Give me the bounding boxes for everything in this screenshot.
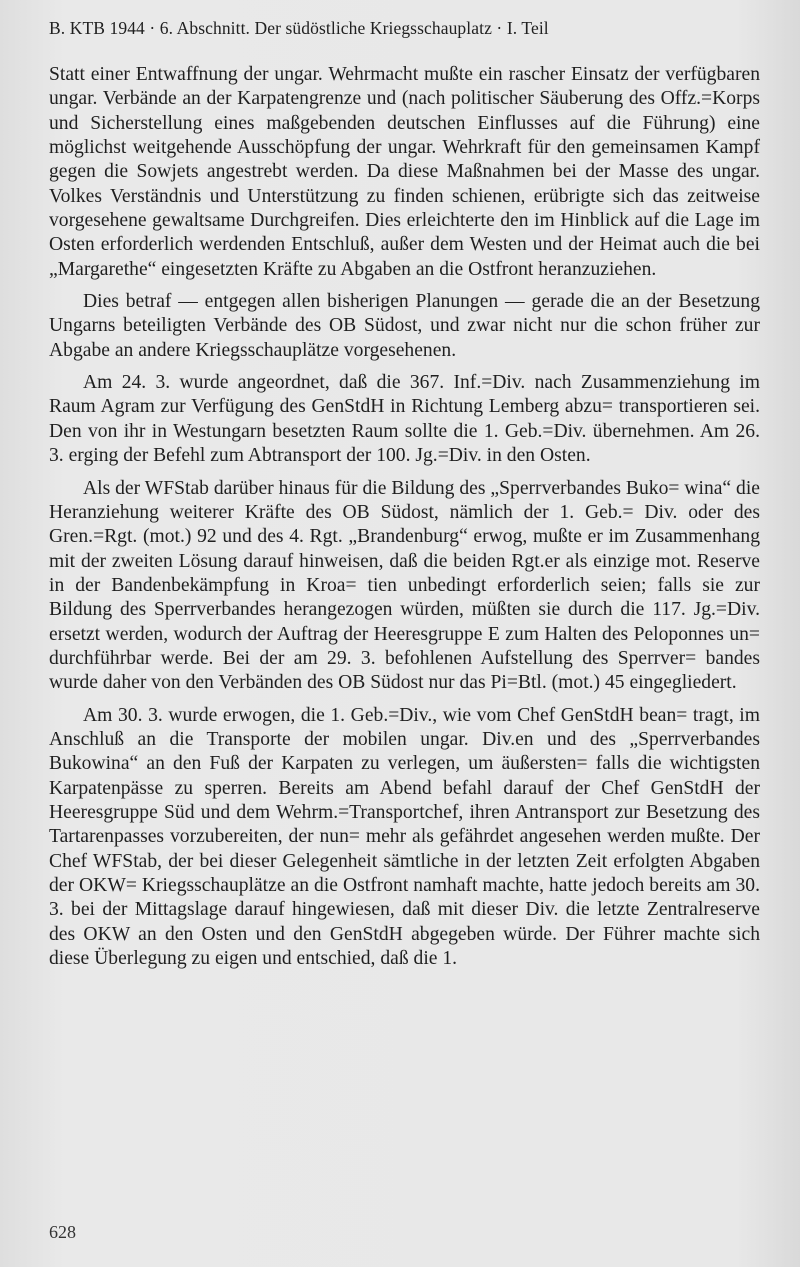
paragraph-3: Am 24. 3. wurde angeordnet, daß die 367. Inf.=Div. nach Zusammenziehung im Raum Agram zur Verfügung des GenStdH in Richtung Lemberg abzu= transportieren sei. Den von ihr in Westungarn besetzten Raum sollte die 1. Geb.=Div. übernehmen. Am 26. 3. erging der Befehl zum Abtransport der 100. Jg.=Div. in den Osten. [49, 372, 760, 467]
page-number: 628 [49, 1222, 76, 1242]
paragraph-5: Am 30. 3. wurde erwogen, die 1. Geb.=Div., wie vom Chef GenStdH bean= tragt, im Anschluß an die Transporte der mobilen ungar. Div.en und des „Sperrverbandes Bukowina“ an den Fuß der Karpaten zu verlegen, um äußersten= falls die wichtigsten Karpatenpässe zu sperren. Bereits am Abend befahl darauf der Chef GenStdH der Heeresgruppe Süd und dem Wehrm.=Transportchef, ihren Antransport zur Besetzung des Tartarenpasses vorzubereiten, der nun= mehr als gefährdet angesehen werden mußte. Der Chef WFStab, der bei dieser Gelegenheit sämtliche in der letzten Zeit erfolgten Abgaben der OKW= Kriegsschauplätze an die Ostfront namhaft machte, hatte jedoch bereits am 30. 3. bei der Mittagslage darauf hingewiesen, daß mit dieser Div. die letzte Zentralreserve des OKW an den Osten und den GenStdH abgegeben würde. Der Führer machte sich diese Überlegung zu eigen und entschied, daß die 1. [49, 704, 760, 970]
paragraph-4: Als der WFStab darüber hinaus für die Bildung des „Sperrverbandes Buko= wina“ die Heranziehung weiterer Kräfte des OB Südost, nämlich der 1. Geb.= Div. oder des Gren.=Rgt. (mot.) 92 und des 4. Rgt. „Brandenburg“ erwog, mußte er im Zusammenhang mit der zweiten Lösung darauf hinweisen, daß die beiden Rgt.er als einzige mot. Reserve in der Bandenbekämpfung in Kroa= tien unbedingt erforderlich seien; falls sie zur Bildung des Sperrverbandes herangezogen würden, müßten sie durch die 117. Jg.=Div. ersetzt werden, wodurch der Auftrag der Heeresgruppe E zum Halten des Peloponnes un= durchführbar werde. Bei der am 29. 3. befohlenen Aufstellung des Sperrver= bandes wurde daher von den Verbänden des OB Südost nur das Pi=Btl. (mot.) 45 eingegliedert. [49, 477, 760, 694]
paragraph-2: Dies betraf — entgegen allen bisherigen Planungen — gerade die an der Besetzung Ungarns beteiligten Verbände des OB Südost, und zwar nicht nur die schon früher zur Abgabe an andere Kriegsschauplätze vorgesehenen. [49, 291, 760, 361]
running-head: B. KTB 1944 · 6. Abschnitt. Der südöstliche Kriegsschauplatz · I. Teil [49, 18, 549, 38]
paragraph-1: Statt einer Entwaffnung der ungar. Wehrmacht mußte ein rascher Einsatz der verfügbaren ungar. Verbände an der Karpatengrenze und (nach politischer Säuberung des Offz.=Korps und Sicherstellung eines maßgebenden deutschen Einflusses auf die Führung) eine möglichst weitgehende Ausschöpfung der ungar. Wehrkraft für den gemeinsamen Kampf gegen die Sowjets angestrebt werden. Da diese Maßnahmen bei der Masse des ungar. Volkes Verständnis und Unterstützung zu finden schienen, erübrigte sich das zeitweise vorgesehene gewaltsame Durchgreifen. Dies erleichterte den im Hinblick auf die Lage im Osten erforderlich werdenden Entschluß, außer dem Westen und der Heimat auch die bei „Margarethe“ eingesetzten Kräfte zu Abgaben an die Ostfront heranzuziehen. [49, 64, 760, 280]
body-text [49, 63, 760, 979]
